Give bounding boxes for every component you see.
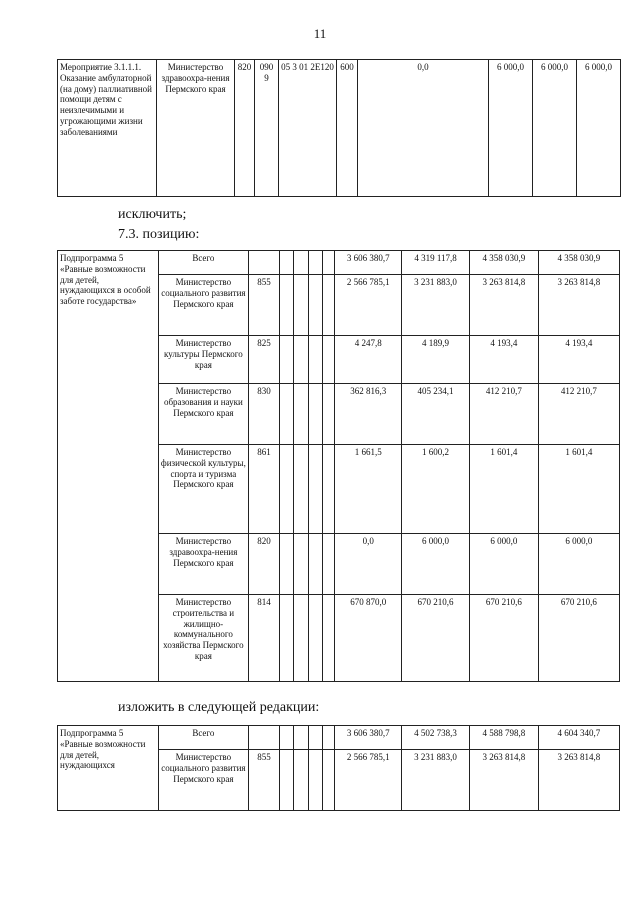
empty-cell — [279, 726, 293, 750]
amount-cell: 3 231 883,0 — [402, 750, 470, 811]
executor-cell: Всего — [158, 251, 248, 275]
amount-cell: 1 601,4 — [538, 445, 619, 534]
empty-cell — [294, 336, 308, 384]
executor-cell: Министерство здравоохра-нения Пермского края — [157, 60, 235, 197]
amount-cell: 670 210,6 — [469, 595, 538, 682]
empty-cell — [323, 445, 335, 534]
empty-cell — [308, 336, 322, 384]
executor-cell: Министерство строительства и жилищно-коммунального хозяйства Пермского края — [158, 595, 248, 682]
empty-cell — [323, 251, 335, 275]
amount-cell: 3 263 814,8 — [469, 275, 538, 336]
amount-cell: 4 193,4 — [469, 336, 538, 384]
executor-cell: Министерство социального развития Пермского края — [158, 750, 248, 811]
empty-cell — [308, 534, 322, 595]
amount-cell: 412 210,7 — [538, 384, 619, 445]
empty-cell — [323, 534, 335, 595]
table-row — [58, 726, 620, 750]
table-row — [58, 251, 620, 275]
grbs-code-cell — [249, 726, 280, 750]
empty-cell — [279, 750, 293, 811]
amount-cell: 4 604 340,7 — [538, 726, 619, 750]
amount-cell: 1 661,5 — [335, 445, 402, 534]
empty-cell — [294, 251, 308, 275]
empty-cell — [308, 275, 322, 336]
executor-cell: Министерство культуры Пермского края — [158, 336, 248, 384]
empty-cell — [294, 595, 308, 682]
empty-cell — [308, 445, 322, 534]
grbs-code-cell: 820 — [235, 60, 255, 197]
grbs-code-cell: 855 — [249, 750, 280, 811]
empty-cell — [279, 275, 293, 336]
amount-cell: 2 566 785,1 — [335, 750, 402, 811]
amount-cell: 1 601,4 — [469, 445, 538, 534]
empty-cell — [323, 336, 335, 384]
empty-cell — [308, 750, 322, 811]
amount-cell: 670 210,6 — [402, 595, 470, 682]
amount-cell: 3 263 814,8 — [469, 750, 538, 811]
amount-cell: 3 263 814,8 — [538, 275, 619, 336]
empty-cell — [323, 750, 335, 811]
empty-cell — [308, 251, 322, 275]
empty-cell — [323, 595, 335, 682]
amount-cell: 4 358 030,9 — [469, 251, 538, 275]
amount-cell: 412 210,7 — [469, 384, 538, 445]
amount-cell: 6 000,0 — [538, 534, 619, 595]
table-row — [58, 60, 621, 197]
amount-cell: 0,0 — [358, 60, 489, 197]
amount-cell: 4 247,8 — [335, 336, 402, 384]
empty-cell — [294, 384, 308, 445]
amount-cell: 670 870,0 — [335, 595, 402, 682]
empty-cell — [279, 384, 293, 445]
grbs-code-cell: 820 — [249, 534, 280, 595]
amount-cell: 3 263 814,8 — [538, 750, 619, 811]
executor-cell: Министерство здравоохра-нения Пермского края — [158, 534, 248, 595]
executor-cell: Всего — [158, 726, 248, 750]
grbs-code-cell: 855 — [249, 275, 280, 336]
subprogram-name-cell: Подпрограмма 5 «Равные возможности для детей, нуждающихся — [58, 726, 159, 811]
subprogram-name-cell: Подпрограмма 5 «Равные возможности для детей, нуждающихся в особой заботе государства» — [58, 251, 159, 682]
empty-cell — [323, 384, 335, 445]
page-number: 11 — [313, 26, 327, 41]
amount-cell: 6 000,0 — [533, 60, 577, 197]
grbs-code-cell: 825 — [249, 336, 280, 384]
grbs-code-cell: 830 — [249, 384, 280, 445]
amount-cell: 3 231 883,0 — [402, 275, 470, 336]
empty-cell — [294, 726, 308, 750]
amount-cell: 3 606 380,7 — [335, 726, 402, 750]
executor-cell: Министерство социального развития Пермского края — [158, 275, 248, 336]
amount-cell: 4 502 738,3 — [402, 726, 470, 750]
amount-cell: 2 566 785,1 — [335, 275, 402, 336]
executor-cell: Министерство образования и науки Пермского края — [158, 384, 248, 445]
empty-cell — [279, 534, 293, 595]
removed-activity-table — [57, 59, 621, 197]
empty-cell — [323, 275, 335, 336]
empty-cell — [323, 726, 335, 750]
empty-cell — [279, 595, 293, 682]
amount-cell: 1 600,2 — [402, 445, 470, 534]
empty-cell — [279, 336, 293, 384]
rzpr-code-cell: 090 9 — [255, 60, 279, 197]
activity-name-cell: Мероприятие 3.1.1.1. Оказание амбулаторной (на дому) паллиативной помощи детям с неизлечимыми и угрожающими жизни заболеваниями — [58, 60, 157, 197]
amount-cell: 6 000,0 — [469, 534, 538, 595]
empty-cell — [279, 251, 293, 275]
empty-cell — [308, 595, 322, 682]
grbs-code-cell — [249, 251, 280, 275]
amount-cell: 6 000,0 — [489, 60, 533, 197]
instruction-exclude: исключить; — [118, 207, 187, 222]
grbs-code-cell: 814 — [249, 595, 280, 682]
csr-code-cell: 05 3 01 2Е120 — [279, 60, 337, 197]
amount-cell: 670 210,6 — [538, 595, 619, 682]
amount-cell: 4 588 798,8 — [469, 726, 538, 750]
amount-cell: 4 358 030,9 — [538, 251, 619, 275]
current-position-table — [57, 250, 620, 682]
amount-cell: 4 189,9 — [402, 336, 470, 384]
vr-code-cell: 600 — [337, 60, 358, 197]
instruction-position: 7.3. позицию: — [118, 227, 200, 242]
amount-cell: 362 816,3 — [335, 384, 402, 445]
empty-cell — [294, 275, 308, 336]
empty-cell — [294, 534, 308, 595]
empty-cell — [308, 726, 322, 750]
instruction-new-edition: изложить в следующей редакции: — [118, 700, 320, 715]
amount-cell: 3 606 380,7 — [335, 251, 402, 275]
empty-cell — [279, 445, 293, 534]
empty-cell — [294, 750, 308, 811]
empty-cell — [308, 384, 322, 445]
empty-cell — [294, 445, 308, 534]
executor-cell: Министерство физической культуры, спорта и туризма Пермского края — [158, 445, 248, 534]
amount-cell: 6 000,0 — [577, 60, 621, 197]
amount-cell: 4 193,4 — [538, 336, 619, 384]
new-edition-table — [57, 725, 620, 811]
amount-cell: 4 319 117,8 — [402, 251, 470, 275]
grbs-code-cell: 861 — [249, 445, 280, 534]
amount-cell: 405 234,1 — [402, 384, 470, 445]
amount-cell: 6 000,0 — [402, 534, 470, 595]
amount-cell: 0,0 — [335, 534, 402, 595]
